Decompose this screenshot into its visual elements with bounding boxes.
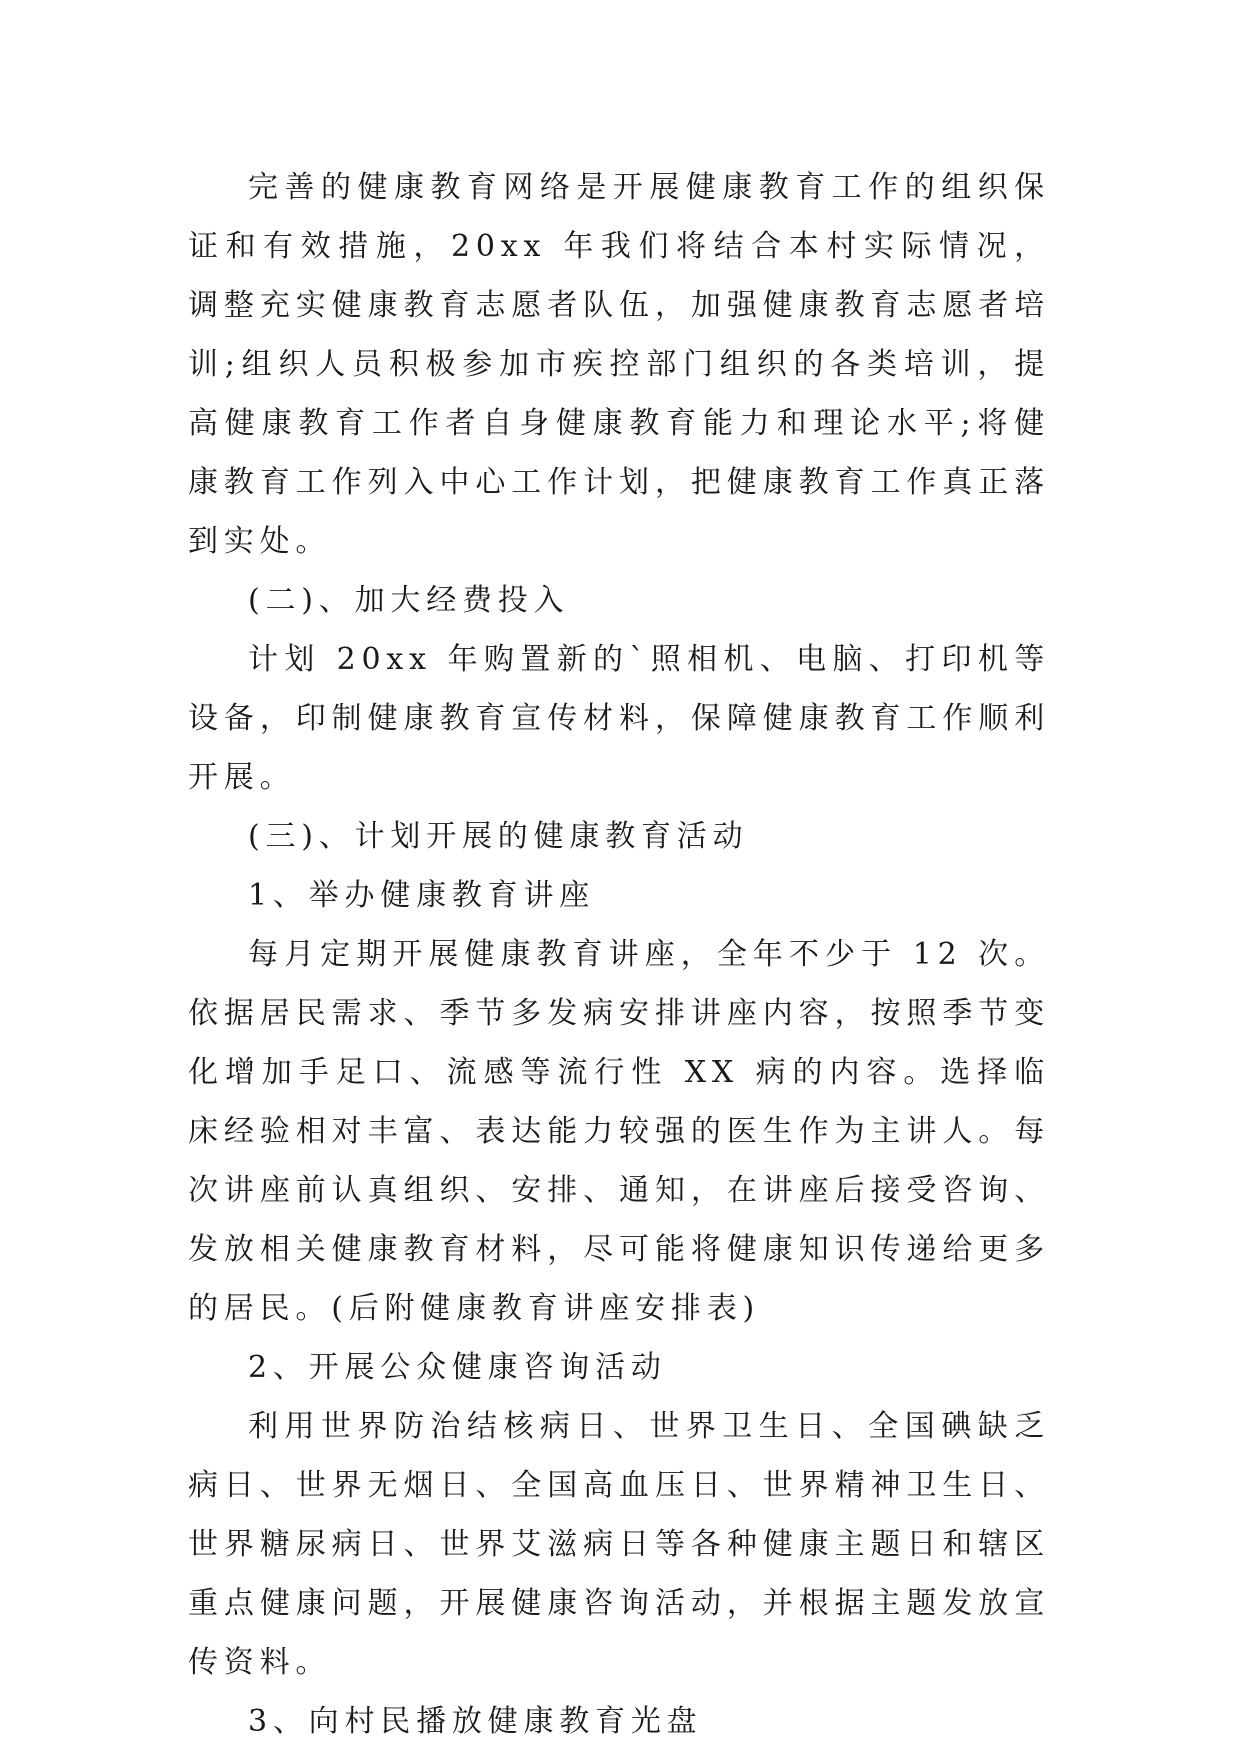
paragraph-funding: 计划 20xx 年购置新的`照相机、电脑、打印机等设备，印制健康教育宣传材料，保障健康教育工作顺利开展。 (188, 642, 1050, 795)
paragraph-network: 完善的健康教育网络是开展健康教育工作的组织保证和有效措施，20xx 年我们将结合本村实际情况，调整充实健康教育志愿者队伍，加强健康教育志愿者培训;组织人员积极参加市疾控部门组织的各类培训，提高健康教育工作者自身健康教育能力和理论水平;将健康教育工作列入中心工作计划，把健康教育工作真正落到实处。 (188, 170, 1050, 559)
heading-lectures: 1、举办健康教育讲座 (248, 878, 596, 913)
paragraph-consultation: 利用世界防治结核病日、世界卫生日、全国碘缺乏病日、世界无烟日、全国高血压日、世界精神卫生日、世界糖尿病日、世界艾滋病日等各种健康主题日和辖区重点健康问题，开展健康咨询活动，并根据主题发放宣传资料。 (188, 1409, 1050, 1680)
heading-discs: 3、向村民播放健康教育光盘 (248, 1704, 703, 1739)
paragraph-lectures: 每月定期开展健康教育讲座，全年不少于 12 次。依据居民需求、季节多发病安排讲座内容，按照季节变化增加手足口、流感等流行性 XX 病的内容。选择临床经验相对丰富、表达能力较强的医生作为主讲人。每次讲座前认真组织、安排、通知，在讲座后接受咨询、发放相关健康教育材料，尽可能将健康知识传递给更多的居民。(后附健康教育讲座安排表) (188, 937, 1050, 1326)
heading-activities: (三)、计划开展的健康教育活动 (248, 819, 749, 854)
document-body (188, 158, 1050, 1751)
heading-funding: (二)、加大经费投入 (248, 583, 570, 618)
heading-consultation: 2、开展公众健康咨询活动 (248, 1350, 667, 1385)
